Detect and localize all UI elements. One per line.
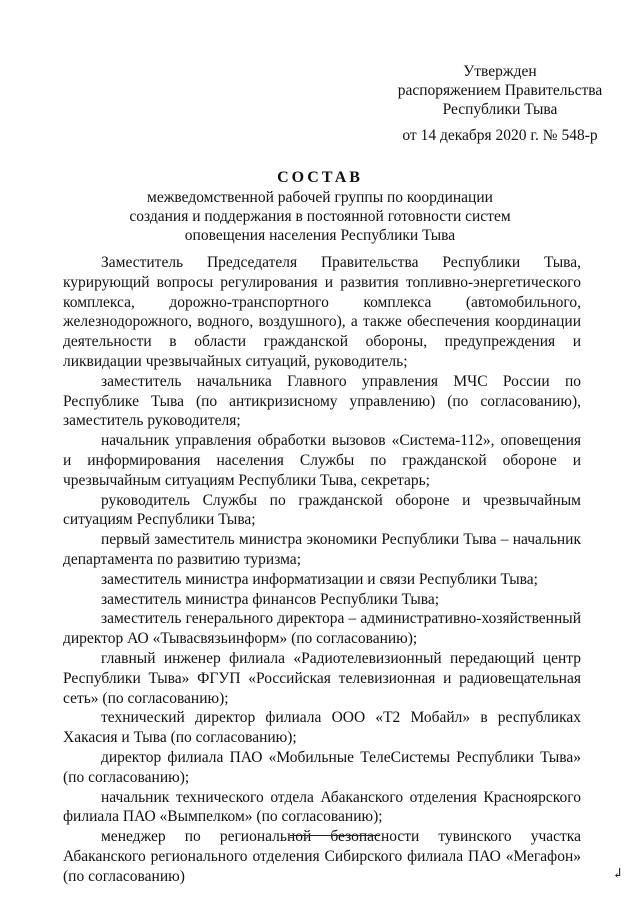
heading-subtitle-line-2: создания и поддержания в постоянной готовности систем <box>129 208 511 225</box>
member-item: менеджер по региональной безопасности тувинского участка Абаканского регионального отделения Сибирского филиала ПАО «Мегафон» (по согласованию) <box>63 828 581 885</box>
member-item: первый заместитель министра экономики Республики Тыва – начальник департамента по развитию туризма; <box>63 531 581 568</box>
member-item: технический директор филиала ООО «Т2 Мобайл» в республиках Хакасия и Тыва (по согласованию); <box>63 709 581 747</box>
member-item: руководитель Службы по гражданской обороне и чрезвычайным ситуациям Республики Тыва; <box>63 491 581 529</box>
closing-divider <box>290 835 380 836</box>
member-item: заместитель начальника Главного управления МЧС России по Республике Тыва (по антикризисному управлению) (по согласованию), заместитель руководителя; <box>63 372 581 430</box>
heading-subtitle-line-1: межведомственной рабочей группы по координации <box>147 189 493 206</box>
member-item: начальник технического отдела Абаканского отделения Красноярского филиала ПАО «Вымпелком» (по согласованию); <box>63 788 581 826</box>
member-item: заместитель министра финансов Республики Тыва; <box>101 590 440 608</box>
page-mark: ↲ <box>612 867 624 882</box>
member-item: директор филиала ПАО «Мобильные ТелеСистемы Республики Тыва» (по согласованию); <box>63 748 581 786</box>
approval-line-approved: Утвержден <box>463 63 537 80</box>
approval-line-order: распоряжением Правительства <box>397 82 603 99</box>
approval-date: от 14 декабря 2020 г. № 548-р <box>402 127 598 144</box>
approval-block <box>380 62 620 119</box>
member-item: начальник управления обработки вызовов «Система-112», оповещения и информирования населения Службы по гражданской обороне и чрезвычайным ситуациям Республики Тыва, секретарь; <box>63 432 581 489</box>
document-title: СОСТАВ <box>277 169 363 186</box>
approval-line-republic: Республики Тыва <box>442 101 558 118</box>
heading-subtitle-line-3: оповещения населения Республики Тыва <box>184 227 456 244</box>
member-item: Заместитель Председателя Правительства Республики Тыва, курирующий вопросы регулирования и развития топливно-энергетического комплекса, дорожно-транспортного комплекса (автомобильного, железнодорожного, водного, воздушного), а также обеспечения координации деятельности в области гражданской обороны, предупреждения и ликвидации чрезвычайных ситуаций, руководитель; <box>63 254 581 370</box>
members-list <box>63 253 581 887</box>
member-item: главный инженер филиала «Радиотелевизионный передающий центр Республики Тыва» ФГУП «Российская телевизионная и радиовещательная сеть» (по согласованию); <box>63 649 581 707</box>
member-item: заместитель генерального директора – административно-хозяйственный директор АО «Тывасвязьинформ» (по согласованию); <box>63 610 581 648</box>
member-item: заместитель министра информатизации и связи Республики Тыва; <box>101 570 538 588</box>
document-heading <box>110 168 530 245</box>
